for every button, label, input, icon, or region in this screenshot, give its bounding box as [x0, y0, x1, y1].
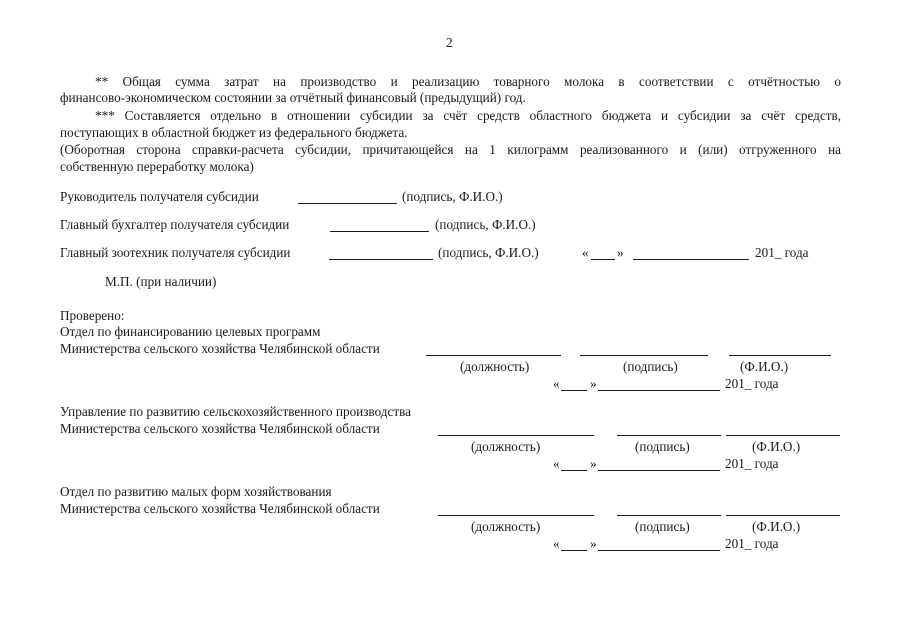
- verifier-1-name-caption: (Ф.И.О.): [740, 359, 789, 374]
- zootechnician-label: Главный зоотехник получателя субсидии: [60, 245, 291, 260]
- verifier-2-signature-line: [617, 435, 721, 436]
- verifier-1-signature-line: [580, 355, 708, 356]
- verifier-3-department: Отдел по развитию малых форм хозяйствования: [60, 484, 332, 499]
- verifier-3-day-line: [561, 550, 587, 551]
- verifier-2-position-caption: (должность): [471, 439, 541, 454]
- verifier-1-month-line: [598, 390, 720, 391]
- verifier-3-signature-line: [617, 515, 721, 516]
- verifier-1-date-close: »: [590, 376, 597, 391]
- verifier-1-position-caption: (должность): [460, 359, 530, 374]
- verifier-1-day-line: [561, 390, 587, 391]
- reverse-side-note-line-1: (Оборотная сторона справки-расчета субсидии, причитающейся на 1 килограмм реализованного и (или) отгруженного на: [60, 142, 841, 157]
- verifier-2-position-line: [438, 435, 594, 436]
- verifier-2-name-line: [726, 435, 840, 436]
- verifier-1-date-open: «: [553, 376, 560, 391]
- verifier-2-department: Управление по развитию сельскохозяйственного производства: [60, 404, 412, 419]
- stamp-label: М.П. (при наличии): [105, 274, 217, 289]
- verified-title: Проверено:: [60, 308, 125, 323]
- verifier-3-name-caption: (Ф.И.О.): [752, 519, 801, 534]
- verifier-2-ministry: Министерства сельского хозяйства Челябинской области: [60, 421, 380, 436]
- verifier-1-ministry: Министерства сельского хозяйства Челябинской области: [60, 341, 380, 356]
- verifier-3-ministry: Министерства сельского хозяйства Челябинской области: [60, 501, 380, 516]
- date-quote-open: «: [582, 245, 589, 260]
- footnote-2-line-1: ** Общая сумма затрат на производство и реализацию товарного молока в соответствии с отчётностью о: [95, 74, 841, 89]
- verifier-3-name-line: [726, 515, 840, 516]
- date-quote-close: »: [617, 245, 624, 260]
- accountant-sign-hint: (подпись, Ф.И.О.): [435, 217, 536, 232]
- page-number: 2: [446, 35, 453, 50]
- zootechnician-signature-line: [329, 259, 433, 260]
- verifier-3-month-line: [598, 550, 720, 551]
- verifier-2-year: 201_ года: [725, 456, 779, 471]
- footnote-3-line-2: поступающих в областной бюджет из федерального бюджета.: [60, 125, 408, 140]
- head-signature-line: [298, 203, 397, 204]
- footnote-3-line-1: *** Составляется отдельно в отношении субсидии за счёт средств областного бюджета и субсидии за счёт средств,: [95, 108, 841, 123]
- verifier-2-day-line: [561, 470, 587, 471]
- accountant-signature-line: [330, 231, 429, 232]
- verifier-2-signature-caption: (подпись): [635, 439, 690, 454]
- accountant-label: Главный бухгалтер получателя субсидии: [60, 217, 290, 232]
- head-sign-hint: (подпись, Ф.И.О.): [402, 189, 503, 204]
- verifier-3-position-caption: (должность): [471, 519, 541, 534]
- zootechnician-sign-hint: (подпись, Ф.И.О.): [438, 245, 539, 260]
- date-month-line: [633, 259, 749, 260]
- verifier-3-date-close: »: [590, 536, 597, 551]
- verifier-1-signature-caption: (подпись): [623, 359, 678, 374]
- head-label: Руководитель получателя субсидии: [60, 189, 259, 204]
- verifier-1-year: 201_ года: [725, 376, 779, 391]
- verifier-1-position-line: [426, 355, 561, 356]
- verifier-1-department: Отдел по финансированию целевых программ: [60, 324, 321, 339]
- verifier-3-date-open: «: [553, 536, 560, 551]
- date-day-line: [591, 259, 615, 260]
- date-year: 201_ года: [755, 245, 809, 260]
- verifier-2-name-caption: (Ф.И.О.): [752, 439, 801, 454]
- footnote-2-line-2: финансово-экономическом состоянии за отчётный финансовый (предыдущий) год.: [60, 90, 526, 105]
- verifier-2-month-line: [598, 470, 720, 471]
- verifier-1-name-line: [729, 355, 831, 356]
- verifier-3-position-line: [438, 515, 594, 516]
- verifier-2-date-open: «: [553, 456, 560, 471]
- verifier-2-date-close: »: [590, 456, 597, 471]
- reverse-side-note-line-2: собственную переработку молока): [60, 159, 254, 174]
- verifier-3-signature-caption: (подпись): [635, 519, 690, 534]
- verifier-3-year: 201_ года: [725, 536, 779, 551]
